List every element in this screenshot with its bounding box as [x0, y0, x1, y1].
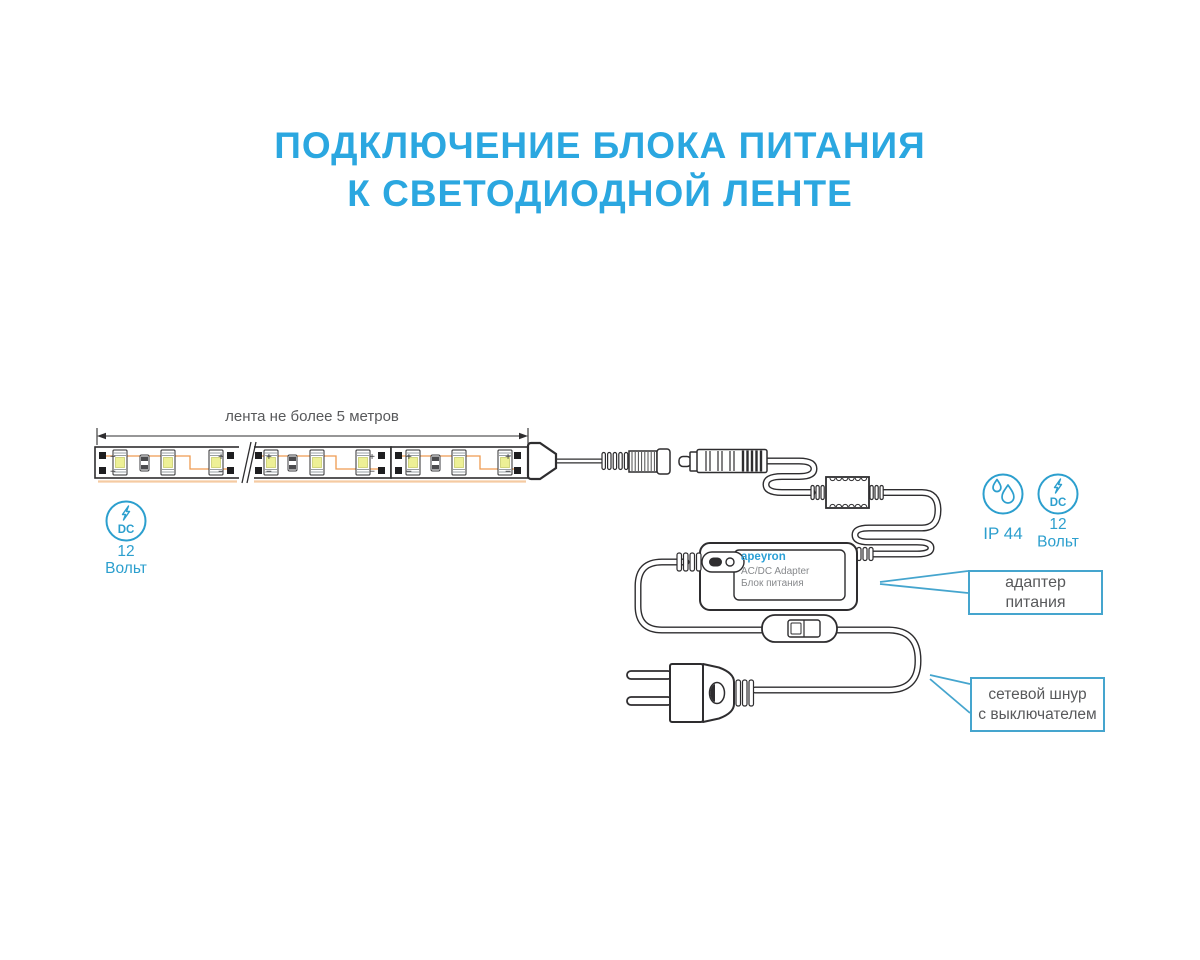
svg-text:−: −: [110, 466, 116, 478]
svg-text:+: +: [110, 452, 116, 463]
dc-male-plug: [679, 450, 767, 473]
svg-text:+: +: [369, 452, 375, 463]
dc-female-jack: [602, 449, 670, 474]
page-title-line1: ПОДКЛЮЧЕНИЕ БЛОКА ПИТАНИЯ: [274, 125, 926, 166]
adapter-socket-detail: [702, 552, 744, 572]
svg-text:DC: DC: [1049, 497, 1067, 509]
callout-adapter: [968, 570, 1103, 615]
svg-text:12: 12: [1049, 516, 1067, 533]
dimension-label: лента не более 5 метров: [225, 408, 399, 425]
euro-plug: [627, 664, 754, 722]
strip-end-connector: [528, 443, 556, 479]
svg-text:−: −: [266, 466, 272, 478]
callout-adapter-line1: адаптер: [1005, 573, 1066, 591]
callout-adapter-line2: питания: [1005, 593, 1066, 611]
plug-pin: [627, 697, 672, 705]
svg-text:+: +: [406, 452, 412, 463]
svg-text:−: −: [218, 466, 224, 478]
svg-text:−: −: [369, 466, 375, 478]
callout-cord-line1: сетевой шнур: [988, 685, 1087, 703]
adapter-name-label: Блок питания: [741, 578, 804, 589]
svg-text:IP 44: IP 44: [983, 524, 1023, 543]
page-title-line2: К СВЕТОДИОДНОЙ ЛЕНТЕ: [347, 173, 853, 214]
badge-voltage-right: [1037, 475, 1079, 551]
svg-text:12: 12: [117, 543, 135, 560]
svg-text:+: +: [505, 452, 511, 463]
svg-text:+: +: [266, 452, 272, 463]
adapter-brand: apeyron: [741, 551, 786, 563]
led-strip: [95, 441, 556, 483]
strip-break-mark: [239, 441, 256, 483]
callout-cord: [970, 677, 1105, 732]
adapter-type-label: AC/DC Adapter: [741, 566, 810, 577]
svg-text:DC: DC: [117, 524, 135, 536]
svg-text:+: +: [218, 452, 224, 463]
callout-cord-line2: с выключателем: [978, 705, 1097, 723]
power-adapter: [677, 543, 873, 610]
svg-text:Вольт: Вольт: [1037, 533, 1079, 551]
dimension-line: [97, 408, 528, 445]
inline-switch: [762, 615, 837, 642]
inline-filter-box: [811, 477, 883, 508]
dc-connector-cable: [557, 461, 938, 554]
badge-voltage-left: [105, 502, 147, 578]
badge-ip44: [983, 475, 1022, 544]
svg-text:−: −: [406, 466, 412, 478]
svg-text:−: −: [505, 466, 511, 478]
plug-pin: [627, 671, 672, 679]
svg-text:Вольт: Вольт: [105, 560, 147, 577]
